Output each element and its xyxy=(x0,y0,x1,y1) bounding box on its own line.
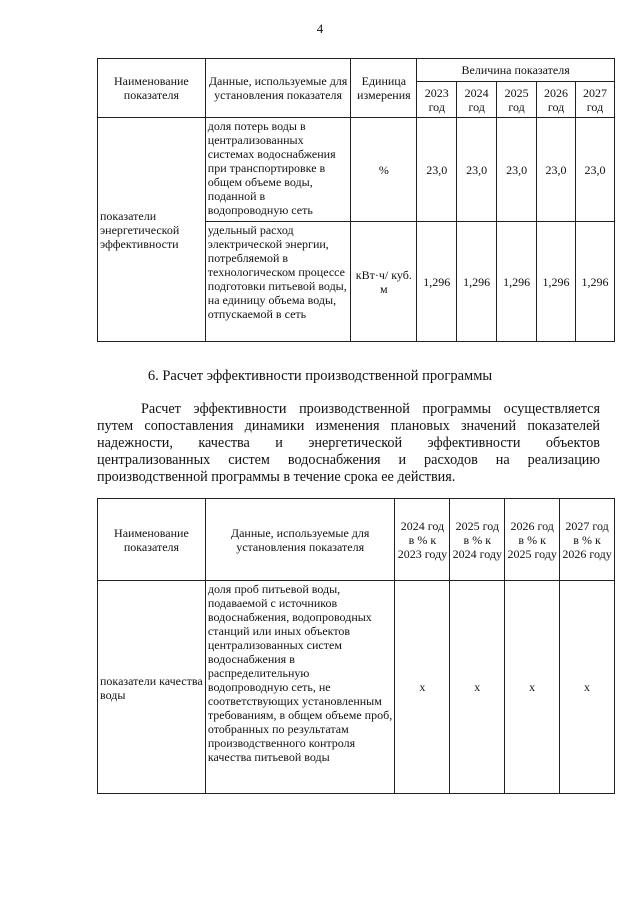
water-quality-table xyxy=(97,498,615,794)
header-year: 2024 год xyxy=(457,82,497,118)
header-value: Величина показателя xyxy=(417,59,615,82)
body-paragraph xyxy=(97,401,600,486)
header-data: Данные, используемые для установления показателя xyxy=(205,59,351,118)
value-cell: 1,296 xyxy=(417,222,457,342)
indicator-text: доля проб питьевой воды, подаваемой с источников водоснабжения, водопроводных станций или иных объектов централизованных систем водоснабжения в распределительную водопроводную сеть, не соответствующих установленным требованиям, в общем объеме проб, отобранных по результатам производственного контроля качества питьевой воды xyxy=(205,581,395,794)
header-period: 2027 год в % к 2026 году xyxy=(560,499,615,581)
section-title: 6. Расчет эффективности производственной программы xyxy=(147,368,493,384)
value-cell: 1,296 xyxy=(457,222,497,342)
header-period: 2025 год в % к 2024 году xyxy=(450,499,505,581)
unit-cell: % xyxy=(351,118,417,222)
header-year: 2026 год xyxy=(537,82,576,118)
value-cell: 1,296 xyxy=(537,222,576,342)
value-cell: 23,0 xyxy=(417,118,457,222)
value-cell: 23,0 xyxy=(537,118,576,222)
value-cell: x xyxy=(505,581,560,794)
header-unit: Единица измерения xyxy=(351,59,417,118)
value-cell: 1,296 xyxy=(497,222,537,342)
value-cell: x xyxy=(395,581,450,794)
group-label: показатели качества воды xyxy=(98,581,206,794)
header-name: Наименование показателя xyxy=(98,59,206,118)
header-period: 2026 год в % к 2025 году xyxy=(505,499,560,581)
header-year: 2027 год xyxy=(576,82,615,118)
value-cell: x xyxy=(450,581,505,794)
value-cell: 23,0 xyxy=(576,118,615,222)
header-name: Наименование показателя xyxy=(98,499,206,581)
header-year: 2023 год xyxy=(417,82,457,118)
page-number: 4 xyxy=(316,21,324,36)
energy-efficiency-table xyxy=(97,58,615,342)
header-data: Данные, используемые для установления показателя xyxy=(205,499,395,581)
paragraph-text: Расчет эффективности производственной программы осуществляется путем сопоставления динамики изменения плановых значений показателей надежности, качества и энергетической эффективности объектов централизованных систем водоснабжения и расходов на реализацию производственной программы в течение срока ее действия. xyxy=(97,401,600,485)
value-cell: 1,296 xyxy=(576,222,615,342)
value-cell: x xyxy=(560,581,615,794)
header-year: 2025 год xyxy=(497,82,537,118)
header-period: 2024 год в % к 2023 году xyxy=(395,499,450,581)
value-cell: 23,0 xyxy=(497,118,537,222)
value-cell: 23,0 xyxy=(457,118,497,222)
indicator-text: удельный расход электрической энергии, потребляемой в технологическом процессе подготовки питьевой воды, на единицу объема воды, отпускаемой в сеть xyxy=(205,222,351,342)
indicator-text: доля потерь воды в централизованных системах водоснабжения при транспортировке в общем объеме воды, поданной в водопроводную сеть xyxy=(205,118,351,222)
unit-cell: кВт·ч/ куб. м xyxy=(351,222,417,342)
group-label: показатели энергетической эффективности xyxy=(98,118,206,342)
